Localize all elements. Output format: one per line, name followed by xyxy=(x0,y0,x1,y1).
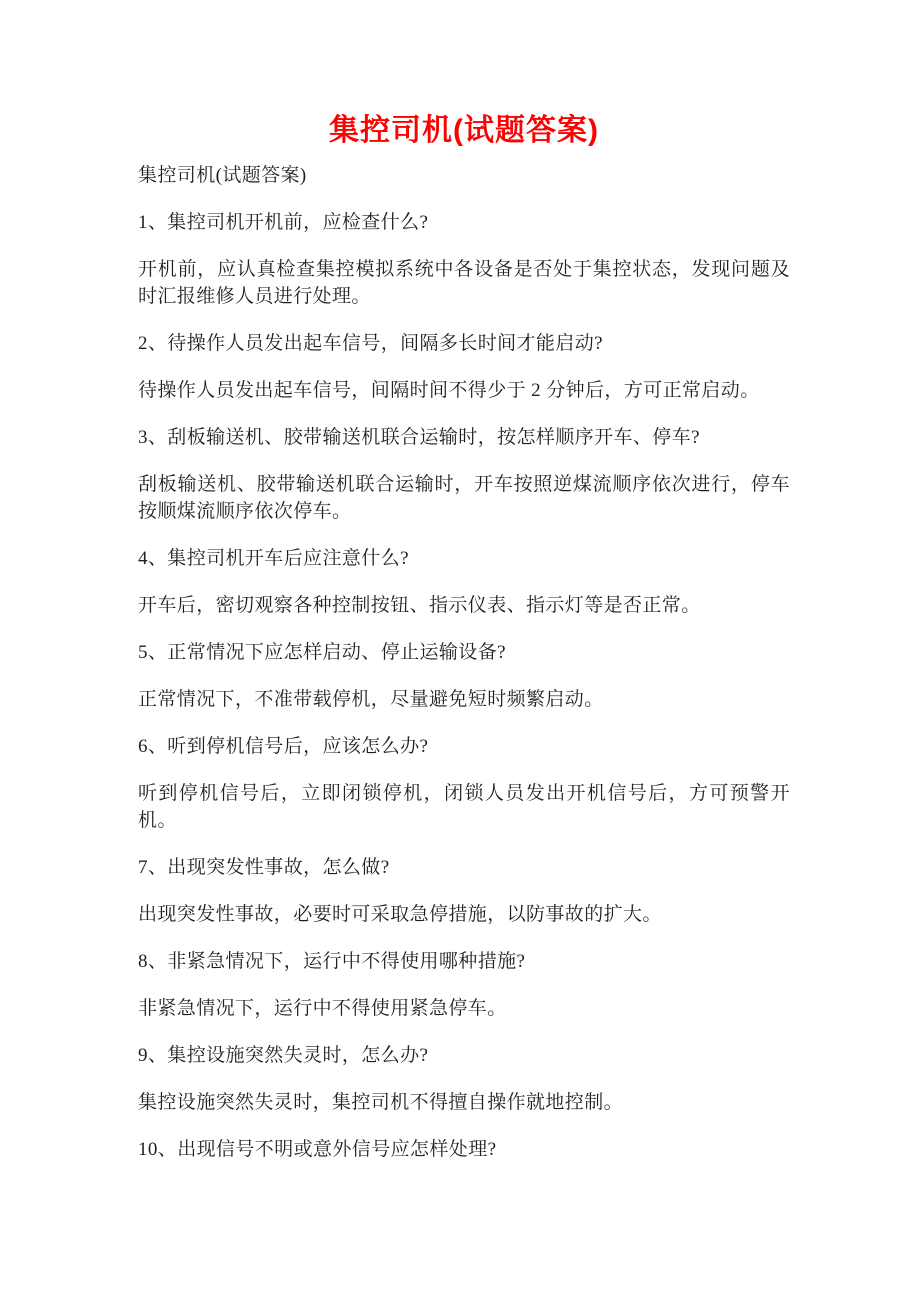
question-text: 7、出现突发性事故，怎么做? xyxy=(138,857,390,878)
answer-text: 待操作人员发出起车信号，间隔时间不得少于 2 分钟后，方可正常启动。 xyxy=(138,380,760,401)
answer-text: 听到停机信号后，立即闭锁停机，闭锁人员发出开机信号后，方可预警开机。 xyxy=(138,783,790,831)
answer-text: 开机前，应认真检查集控模拟系统中各设备是否处于集控状态，发现问题及时汇报维修人员进行处理。 xyxy=(138,259,790,307)
answer-text: 刮板输送机、胶带输送机联合运输时，开车按照逆煤流顺序依次进行，停车按顺煤流顺序依次停车。 xyxy=(138,474,790,522)
answer-text: 集控设施突然失灵时，集控司机不得擅自操作就地控制。 xyxy=(138,1092,624,1113)
question-text: 3、刮板输送机、胶带输送机联合运输时，按怎样顺序开车、停车? xyxy=(138,427,700,448)
question-text: 6、听到停机信号后，应该怎么办? xyxy=(138,736,429,757)
question-text: 8、非紧急情况下，运行中不得使用哪种措施? xyxy=(138,951,526,972)
answer-text: 正常情况下，不准带载停机，尽量避免短时频繁启动。 xyxy=(138,689,604,710)
answer-text: 出现突发性事故，必要时可采取急停措施，以防事故的扩大。 xyxy=(138,904,662,925)
qa-list xyxy=(138,209,790,1163)
document-title: 集控司机(试题答案) xyxy=(329,114,599,147)
answer-text: 开车后，密切观察各种控制按钮、指示仪表、指示灯等是否正常。 xyxy=(138,595,701,616)
question-text: 5、正常情况下应怎样启动、停止运输设备? xyxy=(138,642,506,663)
question-text: 1、集控司机开机前，应检查什么? xyxy=(138,212,429,233)
answer-text: 非紧急情况下，运行中不得使用紧急停车。 xyxy=(138,998,507,1019)
question-text: 4、集控司机开车后应注意什么? xyxy=(138,548,409,569)
document-subtitle: 集控司机(试题答案) xyxy=(138,165,307,186)
question-text: 10、出现信号不明或意外信号应怎样处理? xyxy=(138,1139,497,1160)
question-text: 2、待操作人员发出起车信号，间隔多长时间才能启动? xyxy=(138,333,603,354)
question-text: 9、集控设施突然失灵时，怎么办? xyxy=(138,1045,429,1066)
